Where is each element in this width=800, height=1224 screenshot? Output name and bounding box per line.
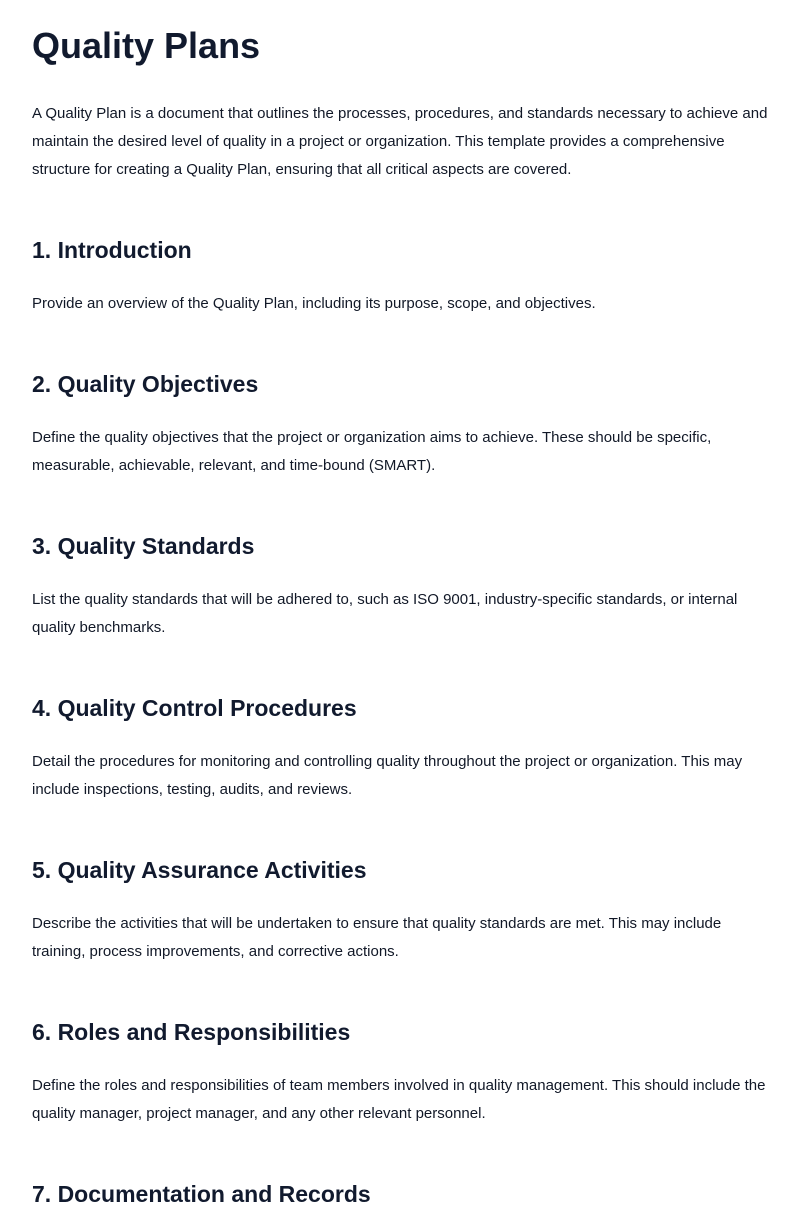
section-heading: 6. Roles and Responsibilities xyxy=(32,1019,351,1045)
section-quality-assurance-activities xyxy=(32,854,768,966)
section-body: Define the roles and responsibilities of team members involved in quality management. This should include the quality manager, project manager, and any other relevant personnel. xyxy=(32,1077,766,1122)
document-page xyxy=(0,24,800,1210)
section-body: Detail the procedures for monitoring and controlling quality throughout the project or organization. This may include inspections, testing, audits, and reviews. xyxy=(32,753,743,798)
section-heading: 4. Quality Control Procedures xyxy=(32,695,357,721)
section-documentation-and-records xyxy=(32,1178,768,1210)
section-body: Define the quality objectives that the project or organization aims to achieve. These should be specific, measurable, achievable, relevant, and time-bound (SMART). xyxy=(32,429,712,474)
section-introduction xyxy=(32,234,768,318)
section-quality-objectives xyxy=(32,368,768,480)
section-roles-and-responsibilities xyxy=(32,1016,768,1128)
section-quality-control-procedures xyxy=(32,692,768,804)
section-body: List the quality standards that will be adhered to, such as ISO 9001, industry-specific standards, or internal quality benchmarks. xyxy=(32,591,738,636)
section-body: Describe the activities that will be undertaken to ensure that quality standards are met. This may include training, process improvements, and corrective actions. xyxy=(32,915,722,960)
section-heading: 5. Quality Assurance Activities xyxy=(32,857,367,883)
section-heading: 7. Documentation and Records xyxy=(32,1181,371,1207)
intro-paragraph: A Quality Plan is a document that outlines the processes, procedures, and standards necessary to achieve and maintain the desired level of quality in a project or organization. This template provides a comprehensive structure for creating a Quality Plan, ensuring that all critical aspects are covered. xyxy=(32,105,768,178)
section-heading: 3. Quality Standards xyxy=(32,533,255,559)
page-title: Quality Plans xyxy=(32,25,261,66)
section-body: Provide an overview of the Quality Plan, including its purpose, scope, and objectives. xyxy=(32,295,596,312)
section-heading: 1. Introduction xyxy=(32,237,192,263)
section-quality-standards xyxy=(32,530,768,642)
section-heading: 2. Quality Objectives xyxy=(32,371,259,397)
